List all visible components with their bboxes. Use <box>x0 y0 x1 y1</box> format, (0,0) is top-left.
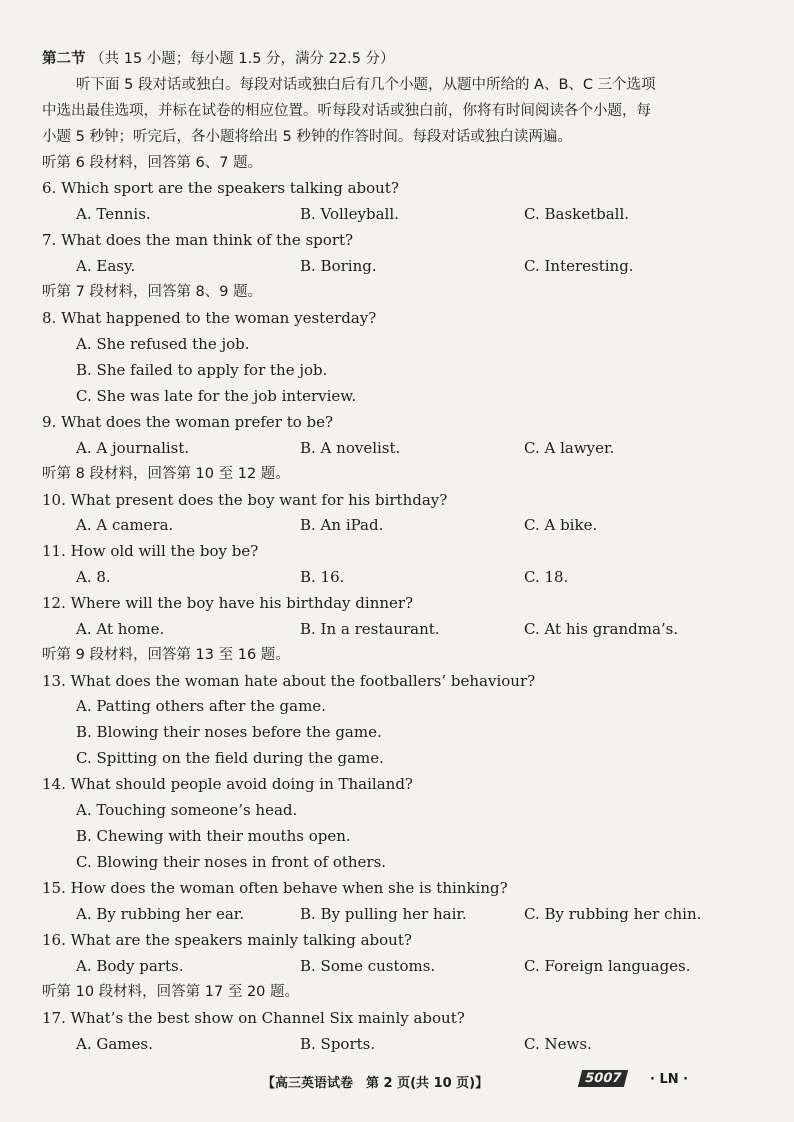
option-a: A. Tennis. <box>76 205 151 223</box>
option-c: C. Spitting on the field during the game. <box>76 749 384 767</box>
passage-heading: 听第 10 段材料，回答第 17 至 20 题。 <box>42 984 300 1000</box>
region-code: · LN · <box>650 1072 689 1087</box>
passage-heading: 听第 8 段材料，回答第 10 至 12 题。 <box>42 466 290 482</box>
question-stem: 13. What does the woman hate about the footballers’ behaviour? <box>42 672 536 690</box>
question-stem: 8. What happened to the woman yesterday? <box>42 309 377 327</box>
instruction-line-2: 中选出最佳选项，并标在试卷的相应位置。听每段对话或独白前，你将有时间阅读各个小题，每 <box>42 103 651 119</box>
option-a: A. Patting others after the game. <box>76 697 326 715</box>
option-b: B. By pulling her hair. <box>300 905 467 923</box>
page-footer <box>0 1070 794 1094</box>
option-c: C. News. <box>524 1035 592 1053</box>
instruction-line-3: 小题 5 秒钟；听完后，各小题将给出 5 秒钟的作答时间。每段对话或独白读两遍。 <box>42 129 572 145</box>
option-c: C. A bike. <box>524 516 598 534</box>
option-b: B. Some customs. <box>300 957 436 975</box>
question-stem: 10. What present does the boy want for his birthday? <box>42 491 448 509</box>
option-c: C. At his grandma’s. <box>524 620 679 638</box>
option-c: C. She was late for the job interview. <box>76 387 357 405</box>
question-stem: 9. What does the woman prefer to be? <box>42 413 334 431</box>
exam-code-badge: 5007 <box>578 1070 628 1087</box>
option-b: B. She failed to apply for the job. <box>76 361 328 379</box>
question-stem: 12. Where will the boy have his birthday dinner? <box>42 594 414 612</box>
question-stem: 15. How does the woman often behave when she is thinking? <box>42 879 508 897</box>
option-b: B. Volleyball. <box>300 205 399 223</box>
option-c: C. By rubbing her chin. <box>524 905 702 923</box>
section-title: 第二节 <box>42 51 86 67</box>
passage-heading: 听第 6 段材料，回答第 6、7 题。 <box>42 155 263 171</box>
option-a: A. Games. <box>76 1035 153 1053</box>
question-stem: 11. How old will the boy be? <box>42 542 259 560</box>
question-stem: 6. Which sport are the speakers talking about? <box>42 179 399 197</box>
passage-heading: 听第 9 段材料，回答第 13 至 16 题。 <box>42 647 290 663</box>
option-b: B. A novelist. <box>300 439 401 457</box>
option-a: A. Body parts. <box>76 957 184 975</box>
question-stem: 7. What does the man think of the sport? <box>42 231 354 249</box>
option-c: C. Interesting. <box>524 257 634 275</box>
option-a: A. At home. <box>76 620 165 638</box>
option-b: B. Blowing their noses before the game. <box>76 723 382 741</box>
instruction-line-1: 听下面 5 段对话或独白。每段对话或独白后有几个小题，从题中所给的 A、B、C 三个选项 <box>76 77 656 93</box>
option-c: C. Foreign languages. <box>524 957 691 975</box>
option-b: B. In a restaurant. <box>300 620 440 638</box>
option-a: A. 8. <box>76 568 111 586</box>
option-a: A. A camera. <box>76 516 174 534</box>
option-b: B. Boring. <box>300 257 377 275</box>
option-c: C. 18. <box>524 568 569 586</box>
option-c: C. Basketball. <box>524 205 630 223</box>
section-header <box>42 49 754 69</box>
option-b: B. An iPad. <box>300 516 384 534</box>
question-stem: 17. What’s the best show on Channel Six mainly about? <box>42 1009 465 1027</box>
option-b: B. 16. <box>300 568 345 586</box>
page-number-label: 【高三英语试卷 第 2 页(共 10 页)】 <box>262 1076 489 1091</box>
section-scoring: （共 15 小题；每小题 1.5 分，满分 22.5 分） <box>90 51 395 67</box>
option-a: A. A journalist. <box>76 439 190 457</box>
option-c: C. Blowing their noses in front of others. <box>76 853 387 871</box>
option-a: A. She refused the job. <box>76 335 250 353</box>
passage-heading: 听第 7 段材料，回答第 8、9 题。 <box>42 284 263 300</box>
option-a: A. Easy. <box>76 257 136 275</box>
question-stem: 16. What are the speakers mainly talking about? <box>42 931 412 949</box>
option-b: B. Chewing with their mouths open. <box>76 827 351 845</box>
question-stem: 14. What should people avoid doing in Thailand? <box>42 775 413 793</box>
option-b: B. Sports. <box>300 1035 376 1053</box>
option-c: C. A lawyer. <box>524 439 615 457</box>
option-a: A. By rubbing her ear. <box>76 905 245 923</box>
option-a: A. Touching someone’s head. <box>76 801 298 819</box>
